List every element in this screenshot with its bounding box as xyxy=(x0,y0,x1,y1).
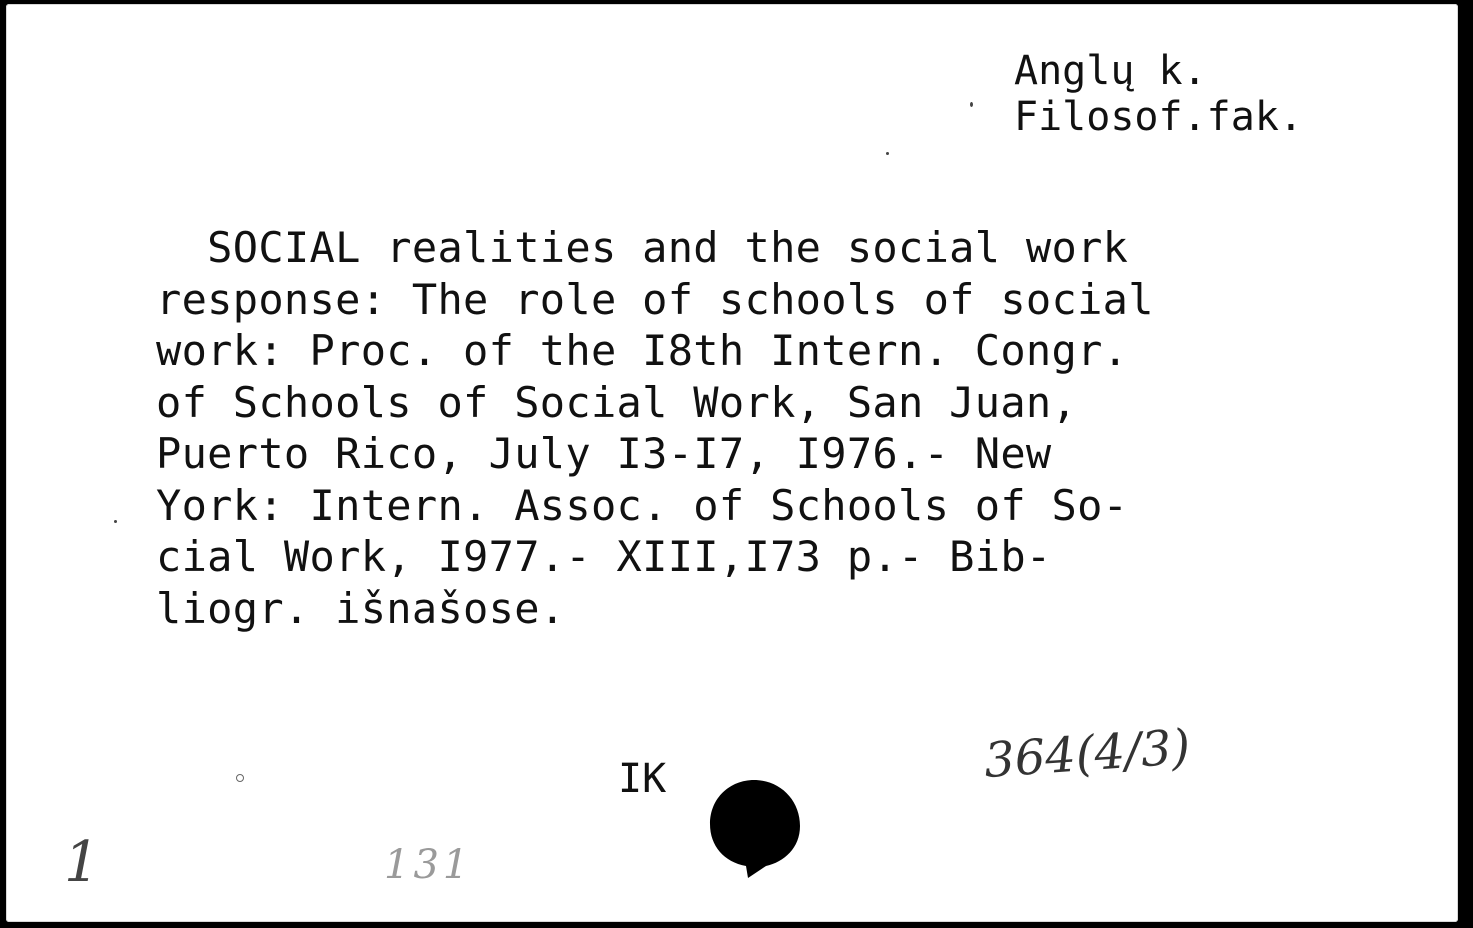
handwritten-call-number: 364(4/3) xyxy=(982,718,1193,790)
library-sigla: IK xyxy=(618,756,667,802)
punch-hole xyxy=(706,774,804,882)
ink-speck xyxy=(970,102,973,107)
ink-speck xyxy=(236,774,244,782)
bibliographic-entry: SOCIAL realities and the social work response: The role of schools of social work: Proc. of the I8th Intern. Congr. of Schools of Social Work, San Juan, Puerto Rico, July I3-I7, I976.- New York: Intern. Assoc. of Schools of So- cial Work, I977.- XIII,I73 p.- Bib- liogr. išnašose. xyxy=(156,223,1154,633)
faint-pencil-mark: 131 xyxy=(384,842,473,888)
ink-speck xyxy=(886,152,889,155)
department-note: Anglų k. Filosof.fak. xyxy=(1014,48,1303,140)
ink-speck xyxy=(114,520,117,523)
catalog-card xyxy=(6,4,1458,922)
handwritten-copy-number: 1 xyxy=(64,830,100,895)
